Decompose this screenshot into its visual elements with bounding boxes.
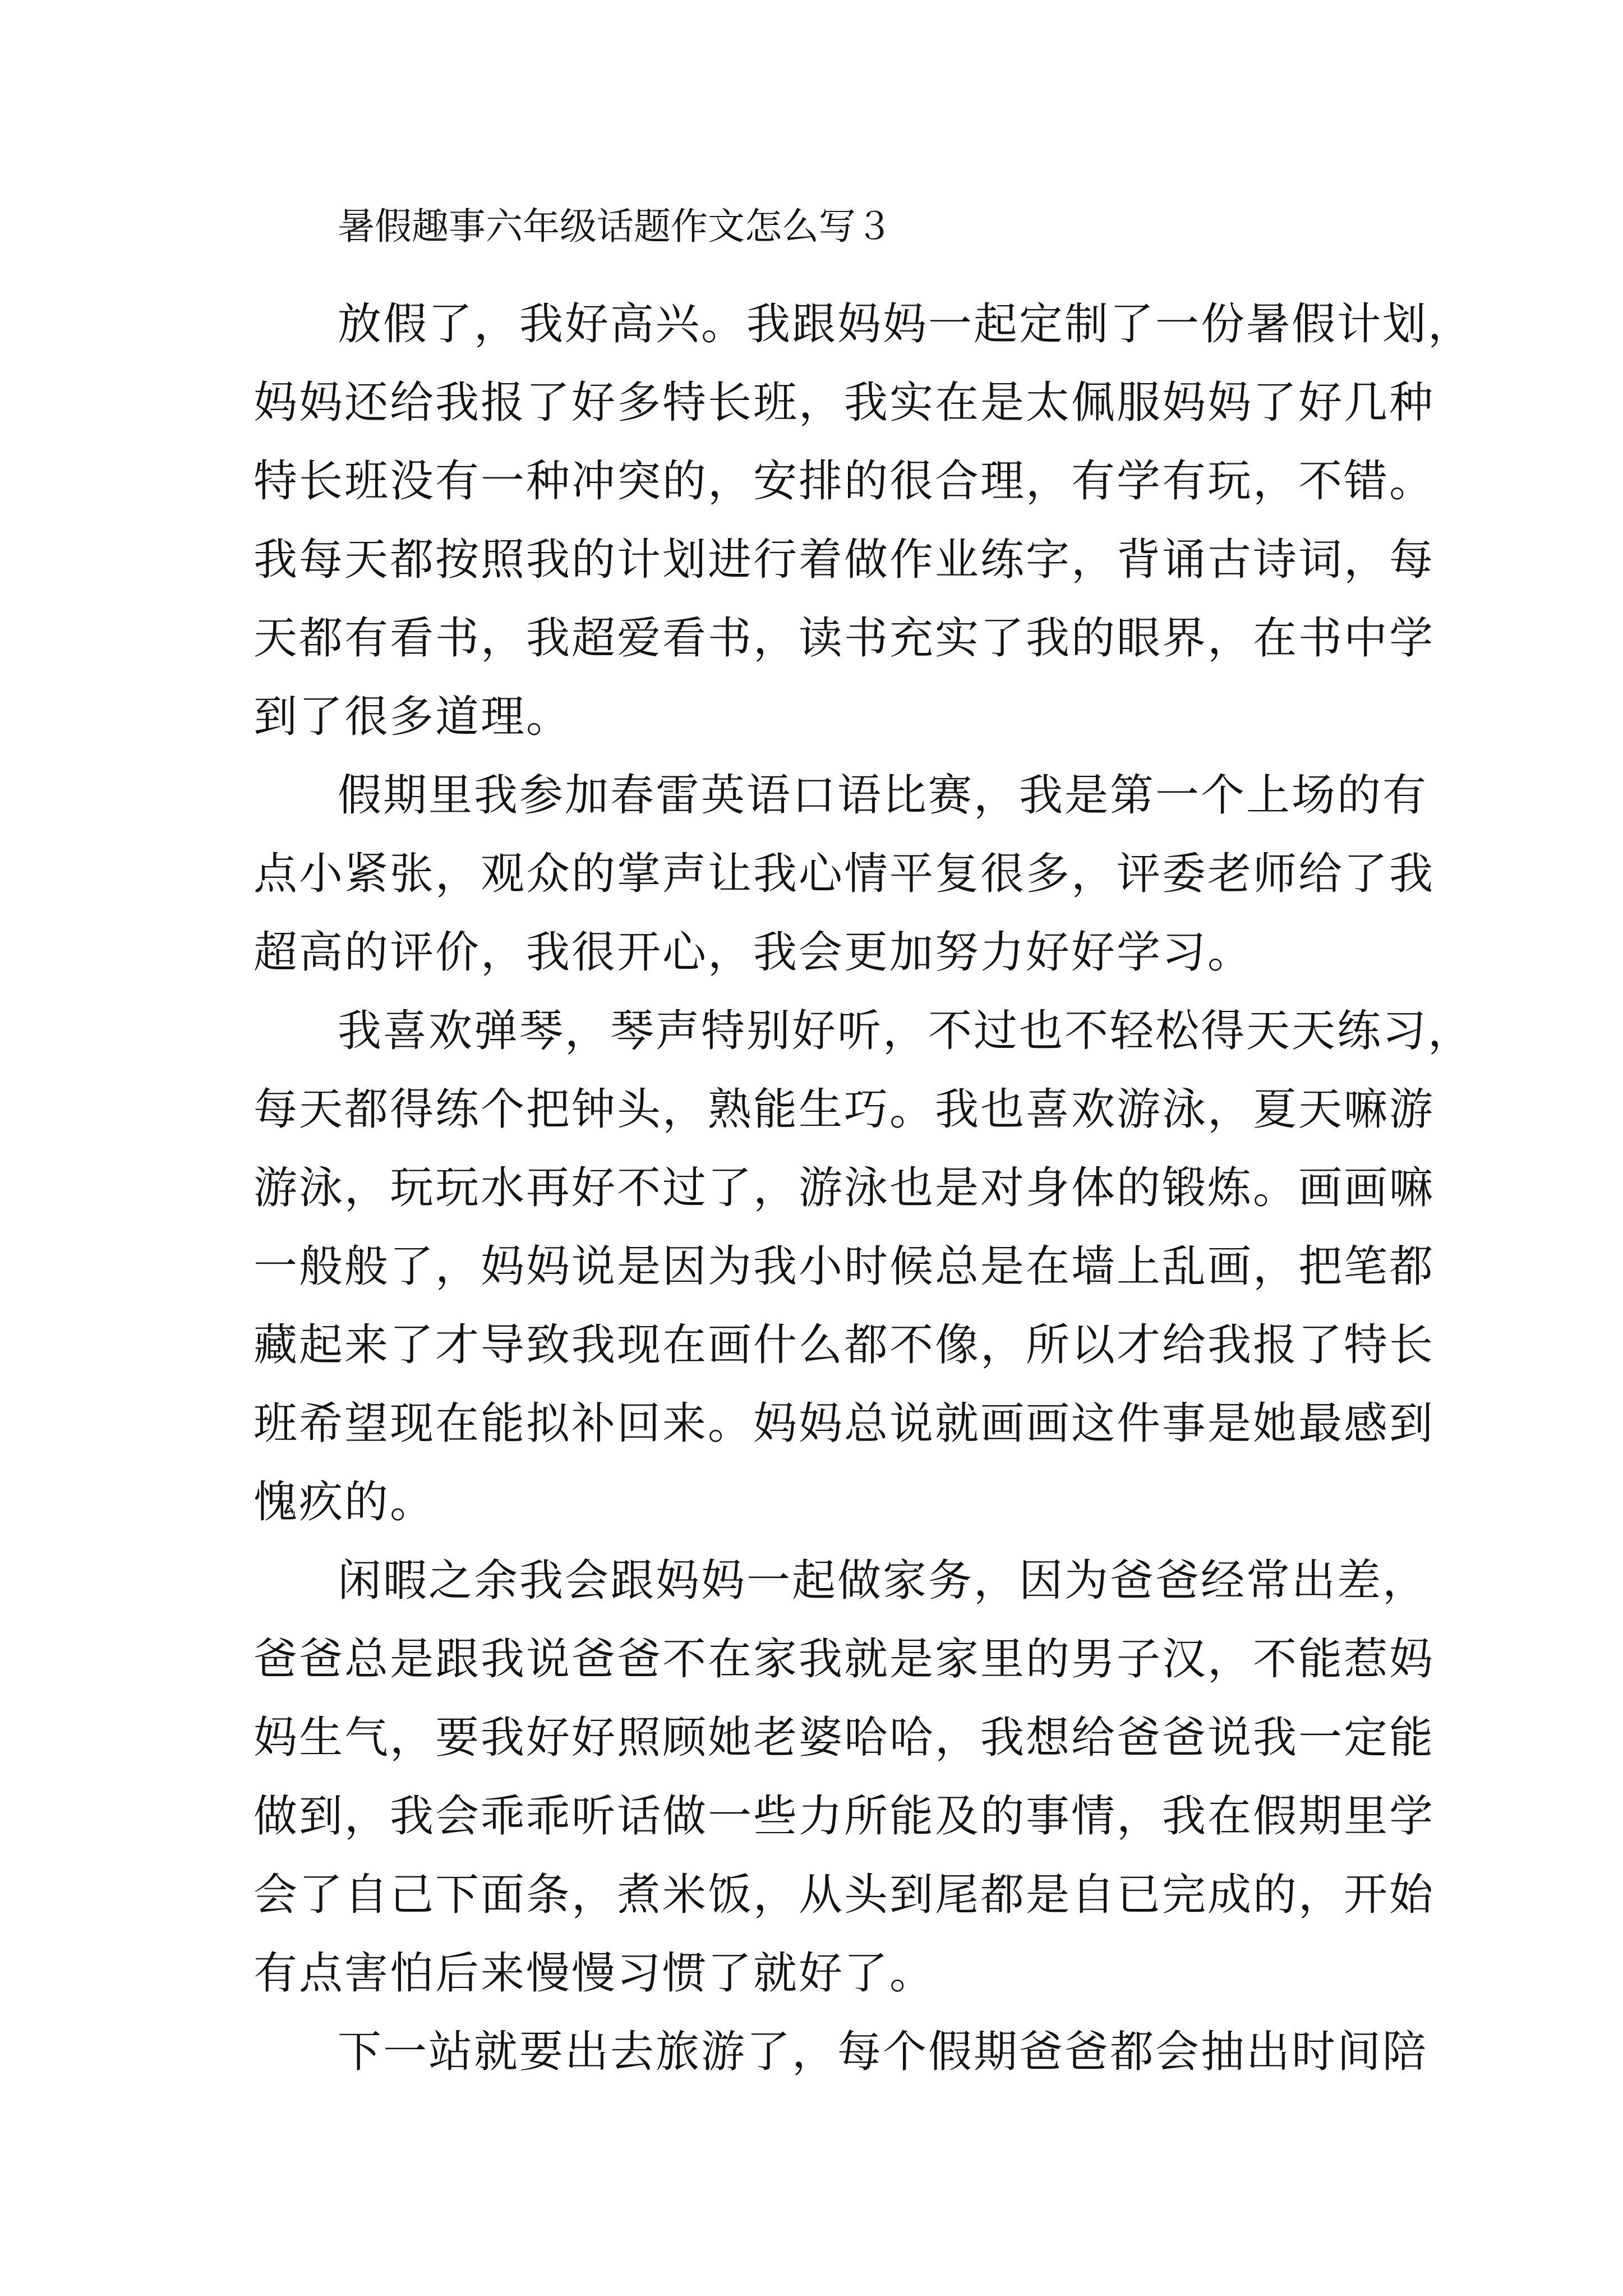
text-line: 我每天都按照我的计划进行着做作业练字，背诵古诗词，每 (253, 535, 1435, 585)
paragraph-5 (253, 2013, 1428, 2091)
text-line: 假期里我参加春雷英语口语比赛，我是第一个上场的有 (338, 770, 1428, 821)
text-line: 爸爸总是跟我说爸爸不在家我就是家里的男子汉，不能惹妈 (253, 1634, 1435, 1685)
text-line: 超高的评价，我很开心，我会更加努力好好学习。 (253, 927, 1253, 978)
paragraph-1 (253, 285, 1474, 756)
text-line: 每天都得练个把钟头，熟能生巧。我也喜欢游泳，夏天嘛游 (253, 1084, 1435, 1135)
text-line: 放假了，我好高兴。我跟妈妈一起定制了一份暑假计划， (338, 299, 1474, 349)
text-line: 游泳，玩玩水再好不过了，游泳也是对身体的锻炼。画画嘛 (253, 1163, 1435, 1213)
text-line: 会了自己下面条，煮米饭，从头到尾都是自已完成的，开始 (253, 1870, 1435, 1920)
text-line: 到了很多道理。 (253, 692, 572, 742)
text-line: 藏起来了才导致我现在画什么都不像，所以才给我报了特长 (253, 1320, 1435, 1370)
text-line: 愧疚的。 (253, 1477, 436, 1527)
text-line: 妈生气，要我好好照顾她老婆哈哈，我想给爸爸说我一定能 (253, 1713, 1435, 1763)
text-line: 班希望现在能拟补回来。妈妈总说就画画这件事是她最感到 (253, 1398, 1435, 1449)
text-line: 妈妈还给我报了好多特长班，我实在是太佩服妈妈了好几种 (253, 378, 1435, 428)
text-line: 点小紧张，观众的掌声让我心情平复很多，评委老师给了我 (253, 849, 1435, 899)
text-line: 特长班没有一种冲突的，安排的很合理，有学有玩，不错。 (253, 456, 1435, 507)
text-line: 有点害怕后来慢慢习惯了就好了。 (253, 1948, 935, 1999)
text-line: 下一站就要出去旅游了，每个假期爸爸都会抽出时间陪 (338, 2027, 1428, 2077)
document-body (253, 205, 1474, 2091)
paragraph-3 (253, 992, 1474, 1542)
text-line: 闲暇之余我会跟妈妈一起做家务，因为爸爸经常出差， (338, 1556, 1428, 1606)
text-line: 我喜欢弹琴，琴声特别好听，不过也不轻松得天天练习， (338, 1006, 1474, 1056)
text-line: 一般般了，妈妈说是因为我小时候总是在墙上乱画，把笔都 (253, 1241, 1435, 1292)
paragraph-4 (253, 1542, 1435, 2013)
paragraph-2 (253, 756, 1435, 992)
document-title: 暑假趣事六年级话题作文怎么写３ (338, 205, 893, 248)
text-line: 做到，我会乖乖听话做一些力所能及的事情，我在假期里学 (253, 1791, 1435, 1842)
text-line: 天都有看书，我超爱看书，读书充实了我的眼界，在书中学 (253, 613, 1435, 664)
